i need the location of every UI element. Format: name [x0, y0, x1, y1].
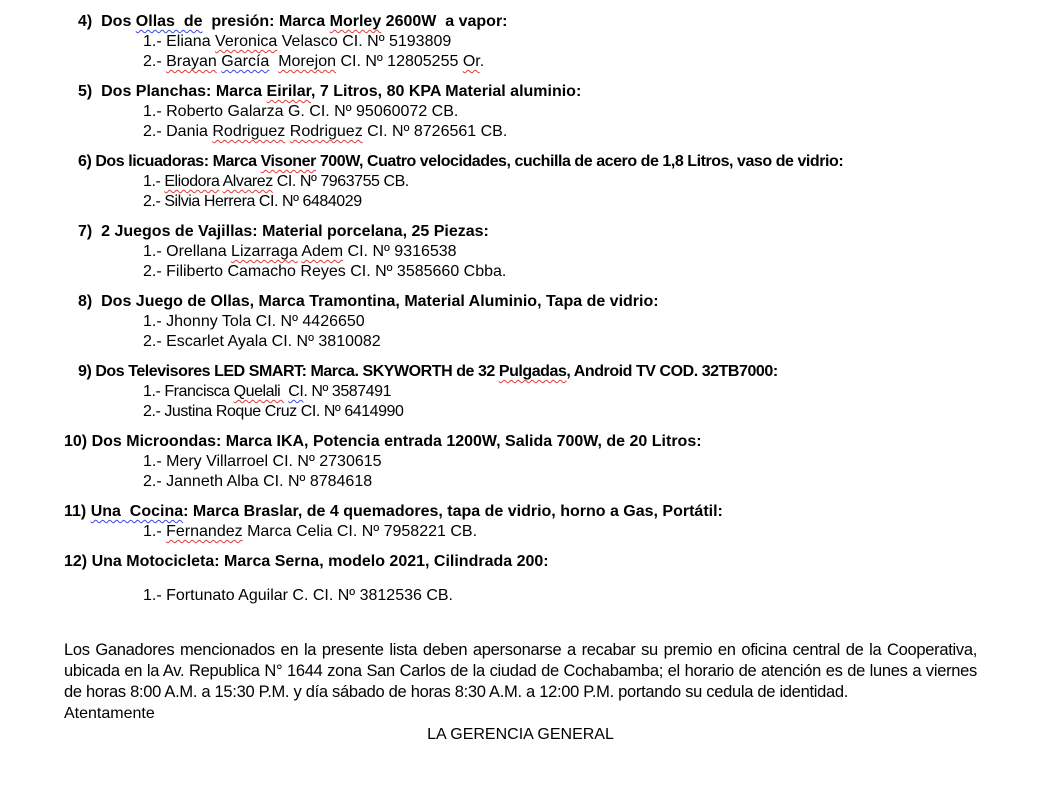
- text-run: 7) 2 Juegos de Vajillas: Material porcelana, 25 Piezas:: [78, 223, 489, 240]
- text-run: CI. Nº 7963755 CB.: [272, 173, 409, 190]
- winner-line: [0, 52, 1037, 72]
- signature-line: LA GERENCIA GENERAL: [427, 726, 614, 743]
- winner-line: [0, 402, 1037, 422]
- text-run: 2.-: [143, 53, 167, 70]
- prize-item-heading: [0, 82, 1037, 102]
- prize-item: [0, 292, 1037, 352]
- misspelled-word: Pulgadas: [498, 363, 567, 380]
- grammar-flagged-word: Ollas de: [135, 13, 203, 30]
- misspelled-word: Fernandez: [166, 523, 243, 540]
- misspelled-word: Eliodora: [164, 173, 220, 190]
- winner-line: [0, 312, 1037, 332]
- prize-item-heading: [0, 152, 1037, 172]
- text-run: 9) Dos Televisores LED SMART: Marca. SKYWORTH de 32: [78, 363, 499, 380]
- text-run: presión: Marca: [202, 13, 330, 30]
- closing-line: Atentamente: [64, 705, 155, 722]
- winner-line: [0, 192, 1037, 212]
- text-run: 10) Dos Microondas: Marca IKA, Potencia entrada 1200W, Salida 700W, de 20 Litros:: [64, 433, 702, 450]
- text-run: Marca Celia CI. Nº 7958221 CB.: [242, 523, 478, 540]
- prize-item-heading: [0, 292, 1037, 312]
- text-run: 1.-: [143, 523, 167, 540]
- winner-line: [0, 102, 1037, 122]
- text-run: .: [479, 53, 485, 70]
- text-run: 1.- Mery Villarroel CI. Nº 2730615: [143, 453, 382, 470]
- text-run: CI. Nº 12805255: [336, 53, 463, 70]
- winner-line: [0, 522, 1037, 542]
- misspelled-word: Eirilar: [266, 83, 311, 100]
- text-run: : Marca Braslar, de 4 quemadores, tapa de vidrio, horno a Gas, Portátil:: [183, 503, 723, 520]
- footer: [64, 640, 977, 745]
- prize-item: [0, 12, 1037, 72]
- prize-list: [0, 12, 1037, 606]
- text-run: 2.- Dania: [143, 123, 213, 140]
- grammar-flagged-word: García: [221, 53, 270, 70]
- winner-line: [0, 262, 1037, 282]
- prize-item: [0, 432, 1037, 492]
- prize-item-heading: [0, 362, 1037, 382]
- text-run: 2.- Janneth Alba CI. Nº 8784618: [143, 473, 373, 490]
- winner-line: [0, 382, 1037, 402]
- text-run: 1.- Francisca: [143, 383, 234, 400]
- misspelled-word: Alvarez: [222, 173, 273, 190]
- text-run: 4) Dos: [78, 13, 136, 30]
- text-run: 1.- Fortunato Aguilar C. CI. Nº 3812536 CB.: [143, 587, 453, 604]
- misspelled-word: Or: [462, 53, 480, 70]
- winner-line: [0, 586, 1037, 606]
- misspelled-word: Lizarraga: [231, 243, 298, 260]
- winner-line: [0, 332, 1037, 352]
- winner-line: [0, 122, 1037, 142]
- text-run: 2.- Justina Roque Cruz CI. Nº 6414990: [143, 403, 404, 420]
- text-run: 5) Dos Planchas: Marca: [78, 83, 267, 100]
- prize-item: [0, 362, 1037, 422]
- text-run: CI. Nº 9316538: [343, 243, 457, 260]
- text-run: 2.- Escarlet Ayala CI. Nº 3810082: [143, 333, 381, 350]
- misspelled-word: Morley: [329, 13, 382, 30]
- prize-item-heading: [0, 12, 1037, 32]
- prize-item: [0, 502, 1037, 542]
- prize-item: [0, 222, 1037, 282]
- text-run: , Android TV COD. 32TB7000:: [566, 363, 778, 380]
- text-run: 8) Dos Juego de Ollas, Marca Tramontina, Material Aluminio, Tapa de vidrio:: [78, 293, 659, 310]
- text-run: 2.- Filiberto Camacho Reyes CI. Nº 3585660 Cbba.: [143, 263, 507, 280]
- misspelled-word: Veronica: [215, 33, 278, 50]
- text-run: [269, 53, 278, 70]
- winner-line: [0, 472, 1037, 492]
- misspelled-word: Rodriguez: [289, 123, 363, 140]
- winner-line: [0, 172, 1037, 192]
- text-run: 700W, Cuatro velocidades, cuchilla de acero de 1,8 Litros, vaso de vidrio:: [315, 153, 844, 170]
- text-run: Velasco CI. Nº 5193809: [277, 33, 452, 50]
- text-run: 1.- Orellana: [143, 243, 232, 260]
- text-run: . Nº 3587491: [303, 383, 392, 400]
- text-run: 12) Una Motocicleta: Marca Serna, modelo 2021, Cilindrada 200:: [64, 553, 549, 570]
- prize-item-heading: [0, 432, 1037, 452]
- misspelled-word: Morejon: [278, 53, 336, 70]
- prize-item: [0, 152, 1037, 212]
- text-run: 11): [64, 503, 91, 520]
- text-run: 2.- Silvia Herrera CI. Nº 6484029: [143, 193, 362, 210]
- text-run: 1.- Eliana: [143, 33, 216, 50]
- footer-paragraph: Los Ganadores mencionados en la presente lista deben apersonarse a recabar su premio en oficina central de la Cooperativa, ubicada en la Av. Republica N° 1644 zona San Carlos de la ciudad de Cochabamba; el horario de atención es de lunes a viernes de horas 8:00 A.M. a 15:30 P.M. y día sábado de horas 8:30 A.M. a 12:00 P.M. portando su cedula de identidad.: [64, 641, 977, 701]
- text-run: 1.-: [143, 173, 165, 190]
- prize-item-heading: [0, 502, 1037, 522]
- text-run: CI. Nº 8726561 CB.: [362, 123, 508, 140]
- text-run: 6) Dos licuadoras: Marca: [78, 153, 261, 170]
- text-run: 1.- Roberto Galarza G. CI. Nº 95060072 CB.: [143, 103, 459, 120]
- prize-item-heading: [0, 222, 1037, 242]
- text-run: 1.- Jhonny Tola CI. Nº 4426650: [143, 313, 365, 330]
- prize-item: [0, 552, 1037, 606]
- misspelled-word: Brayan: [166, 53, 217, 70]
- misspelled-word: Rodriguez: [212, 123, 286, 140]
- misspelled-word: Adem: [301, 243, 344, 260]
- text-run: 2600W a vapor:: [381, 13, 508, 30]
- misspelled-word: Visoner: [260, 153, 316, 170]
- winner-line: [0, 32, 1037, 52]
- prize-item: [0, 82, 1037, 142]
- misspelled-word: Quelali: [233, 383, 285, 400]
- winner-line: [0, 452, 1037, 472]
- grammar-flagged-word: Una Cocina: [90, 503, 184, 520]
- winner-line: [0, 242, 1037, 262]
- prize-item-heading: [0, 552, 1037, 572]
- text-run: , 7 Litros, 80 KPA Material aluminio:: [311, 83, 582, 100]
- grammar-flagged-word: CI: [288, 383, 304, 400]
